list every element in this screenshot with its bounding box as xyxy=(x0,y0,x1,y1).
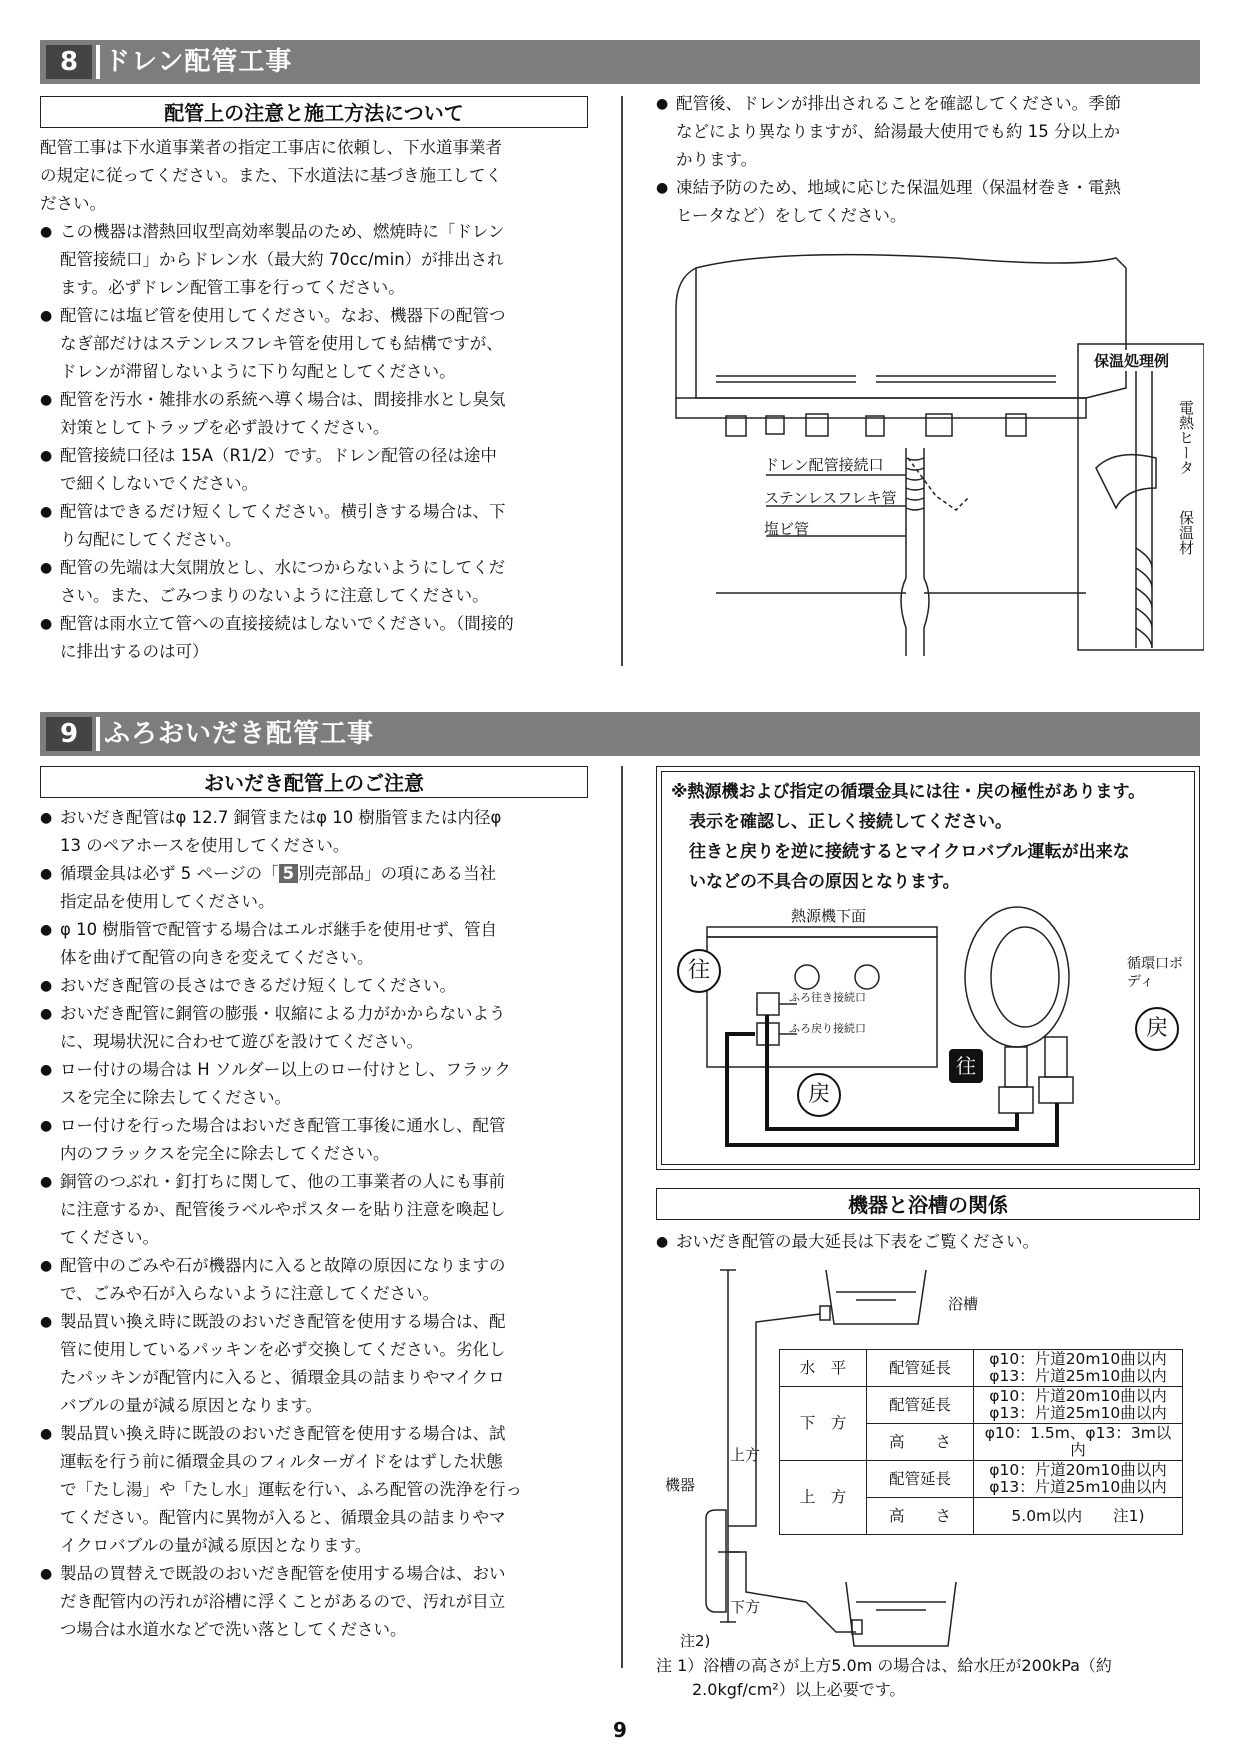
down-label: 下方 xyxy=(730,1598,761,1616)
list-item: ● 配管は雨水立て管への直接接続はしないでください。（間接的 に排出するのは可） xyxy=(40,610,600,666)
list-item: ● 配管後、ドレンが排出されることを確認してください。季節 などにより異なりますが、給湯最大使用でも約 15 分以上か かります。 xyxy=(656,90,1206,174)
heater-label: 電熱ヒータ xyxy=(1177,400,1195,475)
list-item: ● 凍結予防のため、地域に応じた保温処理（保温材巻き・電熱 ヒータなど）をしてください。 xyxy=(656,174,1206,230)
drain-port-label: ドレン配管接続口 xyxy=(764,456,884,474)
table-cell: 水 平 xyxy=(780,1350,867,1387)
inset-title: 保温処理例 xyxy=(1090,350,1173,371)
notice-text: ※熱源機および指定の循環金具には往・戻の極性があります。 表示を確認し、正しく接続してください。 往きと戻りを逆に接続するとマイクロバブル運転が出来な いなどの不具合の原因となります。 xyxy=(671,782,1146,892)
port-go-label: ふろ往き接続口 xyxy=(789,991,866,1004)
list-item: ● おいだき配管の長さはできるだけ短くしてください。 xyxy=(40,972,600,1000)
table-row xyxy=(780,1350,1183,1387)
list-item: ● この機器は潜熱回収型高効率製品のため、燃焼時に「ドレン 配管接続口」からドレン水（最大約 70cc/min）が排出され ます。必ずドレン配管工事を行ってください。 xyxy=(40,218,600,302)
drain-right-bullets xyxy=(656,90,1206,230)
table-cell: φ10：片道20m10曲以内 φ13：片道25m10曲以内 xyxy=(974,1387,1183,1424)
table-cell: 高 さ xyxy=(867,1498,974,1535)
intro-line: ださい。 xyxy=(40,194,106,213)
table-row xyxy=(780,1387,1183,1424)
polarity-notice-box xyxy=(656,766,1200,1170)
relation-bullets xyxy=(656,1228,1206,1256)
footnote-line: 2.0kgf/cm²）以上必要です。 xyxy=(692,1680,906,1699)
section-title: ドレン配管工事 xyxy=(104,47,293,77)
unit-label: 機器 xyxy=(665,1476,696,1494)
table-cell: 配管延長 xyxy=(867,1387,974,1424)
go-mark: 往 xyxy=(677,949,721,993)
circulation-body-label: 循環口ボディ xyxy=(1127,956,1183,990)
table-cell: 下 方 xyxy=(780,1387,867,1461)
oidaki-bullet-list xyxy=(40,804,600,1644)
section-title: ふろおいだき配管工事 xyxy=(104,719,375,749)
list-item: ● 配管はできるだけ短くしてください。横引きする場合は、下 り勾配にしてください。 xyxy=(40,498,600,554)
intro-paragraph xyxy=(40,134,600,218)
intro-line: 配管工事は下水道事業者の指定工事店に依頼し、下水道事業者 xyxy=(40,138,502,157)
list-item: ● 配管を汚水・雑排水の系統へ導く場合は、間接排水とし臭気 対策としてトラップを必ず設けてください。 xyxy=(40,386,600,442)
port-return-label: ふろ戻り接続口 xyxy=(789,1022,866,1035)
section-9-header xyxy=(40,712,1200,756)
list-item: ● 製品買い換え時に既設のおいだき配管を使用する場合は、試 運転を行う前に循環金具のフィルターガイドをはずした状態 で「たし湯」や「たし水」運転を行い、ふろ配管の洗浄を行っ てください。配管内に異物が入ると、循環金具の詰まりやマ イクロバブルの量が減る原因となります。 xyxy=(40,1420,600,1560)
list-item: ● 配管には塩ビ管を使用してください。なお、機器下の配管つ なぎ部だけはステンレスフレキ管を使用しても結構ですが、 ドレンが滞留しないように下り勾配としてください。 xyxy=(40,302,600,386)
insulation-label: 保温材 xyxy=(1177,510,1195,555)
note2-label: 注2) xyxy=(680,1632,711,1650)
subheading-oidaki: おいだき配管上のご注意 xyxy=(40,766,588,798)
section-8-header xyxy=(40,40,1200,84)
column-divider xyxy=(621,766,623,1668)
list-item: ● 銅管のつぶれ・釘打ちに関して、他の工事業者の人にも事前 に注意するか、配管後ラベルやポスターを貼り注意を喚起し てください。 xyxy=(40,1168,600,1252)
table-cell: 配管延長 xyxy=(867,1461,974,1498)
section-ref-badge: 5 xyxy=(279,864,298,883)
column-divider xyxy=(621,96,623,666)
section-number: 8 xyxy=(46,45,92,79)
table-cell: φ10：片道20m10曲以内 φ13：片道25m10曲以内 xyxy=(974,1350,1183,1387)
table-cell: φ10：片道20m10曲以内 φ13：片道25m10曲以内 xyxy=(974,1461,1183,1498)
list-item: ● 製品買い換え時に既設のおいだき配管を使用する場合は、配 管に使用しているパッキンを必ず交換してください。劣化し たパッキンが配管内に入ると、循環金具の詰まりやマイクロ バブルの量が減る原因となります。 xyxy=(40,1308,600,1420)
flex-pipe-label: ステンレスフレキ管 xyxy=(764,489,897,507)
table-row xyxy=(780,1461,1183,1498)
table-cell: φ10：1.5m、φ13：3m以内 xyxy=(974,1424,1183,1461)
footnote xyxy=(656,1654,1206,1702)
list-item: ● 配管中のごみや石が機器内に入ると故障の原因になりますの で、ごみや石が入らないように注意してください。 xyxy=(40,1252,600,1308)
up-label: 上方 xyxy=(730,1446,761,1464)
list-item: ● おいだき配管に銅管の膨張・収縮による力がかからないよう に、現場状況に合わせて遊びを設けてください。 xyxy=(40,1000,600,1056)
subheading-relation: 機器と浴槽の関係 xyxy=(656,1188,1200,1220)
header-divider xyxy=(96,717,100,751)
footnote-line: 注 1）浴槽の高さが上方5.0m の場合は、給水圧が200kPa（約 xyxy=(656,1656,1112,1675)
table-cell: 配管延長 xyxy=(867,1350,974,1387)
return-mark: 戻 xyxy=(797,1073,841,1117)
drain-figure xyxy=(656,248,1204,656)
list-item: ● 循環金具は必ず 5 ページの「 5 別売部品」の項にある当社 指定品を使用してください。 xyxy=(40,860,600,916)
pipe-length-table xyxy=(779,1349,1183,1535)
list-item: ● 配管接続口径は 15A（R1/2）です。ドレン配管の径は途中 で細くしないでください。 xyxy=(40,442,600,498)
unit-bottom-label: 熱源機下面 xyxy=(791,907,867,925)
header-divider xyxy=(96,45,100,79)
list-item: ● φ 10 樹脂管で配管する場合はエルボ継手を使用せず、管自 体を曲げて配管の向きを変えてください。 xyxy=(40,916,600,972)
go-mark-fitting: 往 xyxy=(949,1049,983,1083)
drain-bullet-list xyxy=(40,218,600,666)
table-cell: 5.0m以内 注1) xyxy=(974,1498,1183,1535)
list-item: ● 製品の買替えで既設のおいだき配管を使用する場合は、おい だき配管内の汚れが浴槽に浮くことがあるので、汚れが目立 つ場合は水道水などで洗い落としてください。 xyxy=(40,1560,600,1644)
polarity-figure xyxy=(667,897,1187,1157)
table-cell: 上 方 xyxy=(780,1461,867,1535)
list-item: ● ロー付けの場合は H ソルダー以上のロー付けとし、フラック スを完全に除去してください。 xyxy=(40,1056,600,1112)
list-item: ● おいだき配管の最大延長は下表をご覧ください。 xyxy=(656,1228,1206,1256)
list-item: ● 配管の先端は大気開放とし、水につからないようにしてくだ さい。また、ごみつまりのないように注意してください。 xyxy=(40,554,600,610)
section-number: 9 xyxy=(46,717,92,751)
return-mark-fitting: 戻 xyxy=(1135,1007,1179,1051)
list-item: ● ロー付けを行った場合はおいだき配管工事後に通水し、配管 内のフラックスを完全に除去してください。 xyxy=(40,1112,600,1168)
intro-line: の規定に従ってください。また、下水道法に基づき施工してく xyxy=(40,166,502,185)
table-cell: 高 さ xyxy=(867,1424,974,1461)
list-item: ● おいだき配管はφ 12.7 銅管またはφ 10 樹脂管または内径φ 13 のペアホースを使用してください。 xyxy=(40,804,600,860)
pvc-pipe-label: 塩ビ管 xyxy=(764,520,810,538)
bathtub-label: 浴槽 xyxy=(948,1295,979,1313)
page-number: 9 xyxy=(613,1718,627,1742)
subheading-drain: 配管上の注意と施工方法について xyxy=(40,96,588,128)
